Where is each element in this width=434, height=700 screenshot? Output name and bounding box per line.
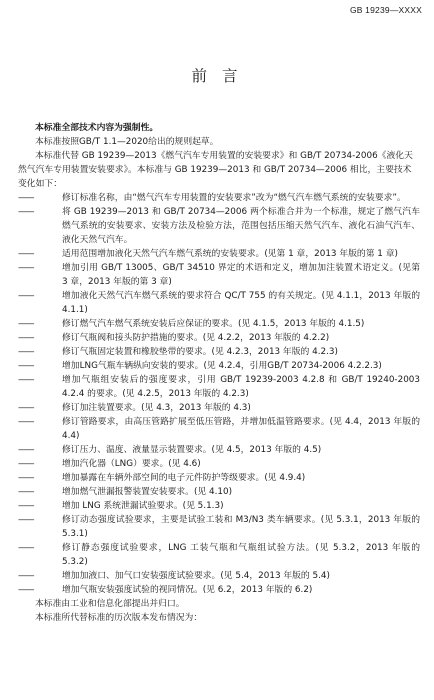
list-dash: ——	[18, 193, 34, 203]
change-item	[18, 541, 420, 569]
change-text: 修订加注装置要求。(见 4.3，2013 年版的 4.3)	[62, 403, 251, 413]
change-text: 将 GB 19239—2013 和 GB/T 20734—2006 两个标准合并为一个标准，规定了燃气汽车燃气系统的安装要求、安装方法及检验方法，范围包括压缩天然气汽车、液化石油气汽车、液化天然气汽车。	[62, 207, 420, 245]
drafting-rule-paragraph: 本标准按照GB/T 1.1—2020给出的规则起草。	[35, 137, 219, 147]
page-title: 前 言	[191, 67, 243, 85]
change-item	[18, 583, 420, 597]
change-text: 增加加液口、加气口安装强度试验要求。(见 5.4，2013 年版的 5.4)	[62, 571, 330, 581]
list-dash: ——	[18, 501, 34, 511]
list-dash: ——	[18, 333, 34, 343]
list-dash: ——	[18, 571, 34, 581]
change-item	[18, 331, 420, 345]
change-text: 适用范围增加液化天然气汽车燃气系统的安装要求。(见第 1 章，2013 年版的第 1 章)	[62, 249, 398, 259]
list-dash: ——	[18, 361, 34, 371]
change-text: 增加 LNG 系统泄漏试验要求。(见 5.1.3)	[62, 501, 224, 511]
change-text: 修订气瓶固定装置和橡胶垫带的要求。(见 4.2.3，2013 年版的 4.2.3)	[62, 347, 338, 357]
change-text: 增加汽化器（LNG）要求。(见 4.6)	[62, 459, 201, 469]
change-text: 修订压力、温度、液量显示装置要求。(见 4.5，2013 年版的 4.5)	[62, 445, 322, 455]
technical-changes-list	[18, 191, 420, 597]
change-text: 增加暴露在车辆外部空间的电子元件防护等级要求。(见 4.9.4)	[62, 473, 306, 483]
list-dash: ——	[18, 375, 34, 385]
change-text: 增加引用 GB/T 13005、GB/T 34510 界定的术语和定义，增加加注装置术语定义。(见第 3 章，2013 年版的第 3 章)	[62, 263, 420, 287]
change-text: 修订燃气汽车燃气系统安装后应保证的要求。(见 4.1.5，2013 年版的 4.1.5)	[62, 319, 365, 329]
change-item	[18, 569, 420, 583]
change-item	[18, 513, 420, 541]
change-text: 增加气瓶安装强度试验的视同情况。(见 6.2，2013 年版的 6.2)	[62, 585, 313, 595]
mandatory-statement: 本标准全部技术内容为强制性。	[35, 123, 159, 133]
change-text: 修订静态强度试验要求，LNG 工装气瓶和气瓶组试验方法。(见 5.3.2，2013 年版的 5.3.2)	[62, 543, 420, 567]
change-item	[18, 415, 420, 443]
change-text: 修订标准名称，由“燃气汽车专用装置的安装要求”改为“燃气汽车燃气系统的安装要求”。	[62, 193, 406, 203]
proposer-paragraph: 本标准由工业和信息化部提出并归口。	[35, 599, 185, 609]
list-dash: ——	[18, 445, 34, 455]
standard-number: GB 19239—XXXX	[349, 5, 422, 15]
list-dash: ——	[18, 459, 34, 469]
change-text: 增加LNG气瓶车辆纵向安装的要求。(见 4.2.4，引用GB/T 20734-2006 4.2.2.3)	[62, 361, 382, 371]
history-paragraph: 本标准所代替标准的历次版本发布情况为：	[35, 613, 203, 623]
change-text: 增加气瓶组安装后的强度要求，引用 GB/T 19239-2003 4.2.8 和 GB/T 19240-2003 4.2.4 的要求。(见 4.2.5，2013 年版的 4.2.3)	[62, 375, 420, 399]
list-dash: ——	[18, 249, 34, 259]
list-dash: ——	[18, 319, 34, 329]
replacement-paragraph: 本标准代替 GB 19239—2013《燃气汽车专用装置的安装要求》和 GB/T 20734-2006《液化天然气汽车专用装置安装要求》。本标准与 GB 19239—2013 和 GB/T 20734—2006 相比，主要技术变化如下：	[18, 151, 413, 189]
list-dash: ——	[18, 207, 34, 217]
change-item	[18, 289, 420, 317]
foreword-body	[18, 121, 420, 625]
change-item	[18, 457, 420, 471]
change-text: 修订动态强度试验要求，主要是试验工装和 M3/N3 类车辆要求。(见 5.3.1，2013 年版的 5.3.1)	[62, 515, 420, 539]
list-dash: ——	[18, 291, 34, 301]
list-dash: ——	[18, 263, 34, 273]
list-dash: ——	[18, 543, 34, 553]
change-item	[18, 191, 420, 205]
change-item	[18, 499, 420, 513]
change-item	[18, 345, 420, 359]
change-item	[18, 471, 420, 485]
list-dash: ——	[18, 403, 34, 413]
list-dash: ——	[18, 417, 34, 427]
list-dash: ——	[18, 473, 34, 483]
change-item	[18, 373, 420, 401]
change-item	[18, 359, 420, 373]
change-item	[18, 401, 420, 415]
change-item	[18, 317, 420, 331]
change-item	[18, 205, 420, 247]
list-dash: ——	[18, 487, 34, 497]
change-text: 增加液化天然气汽车燃气系统的要求符合 QC/T 755 的有关规定。(见 4.1.1，2013 年版的 4.1.1)	[62, 291, 420, 315]
change-item	[18, 443, 420, 457]
change-item	[18, 261, 420, 289]
change-text: 修订管路要求，由高压管路扩展至低压管路，并增加低温管路要求。(见 4.4，2013 年版的 4.4)	[62, 417, 420, 441]
change-text: 修订气瓶阀和接头防护措施的要求。(见 4.2.2，2013 年版的 4.2.2)	[62, 333, 330, 343]
change-item	[18, 485, 420, 499]
change-item	[18, 247, 420, 261]
list-dash: ——	[18, 347, 34, 357]
list-dash: ——	[18, 585, 34, 595]
change-text: 增加燃气泄漏报警装置安装要求。(见 4.10)	[62, 487, 232, 497]
list-dash: ——	[18, 515, 34, 525]
